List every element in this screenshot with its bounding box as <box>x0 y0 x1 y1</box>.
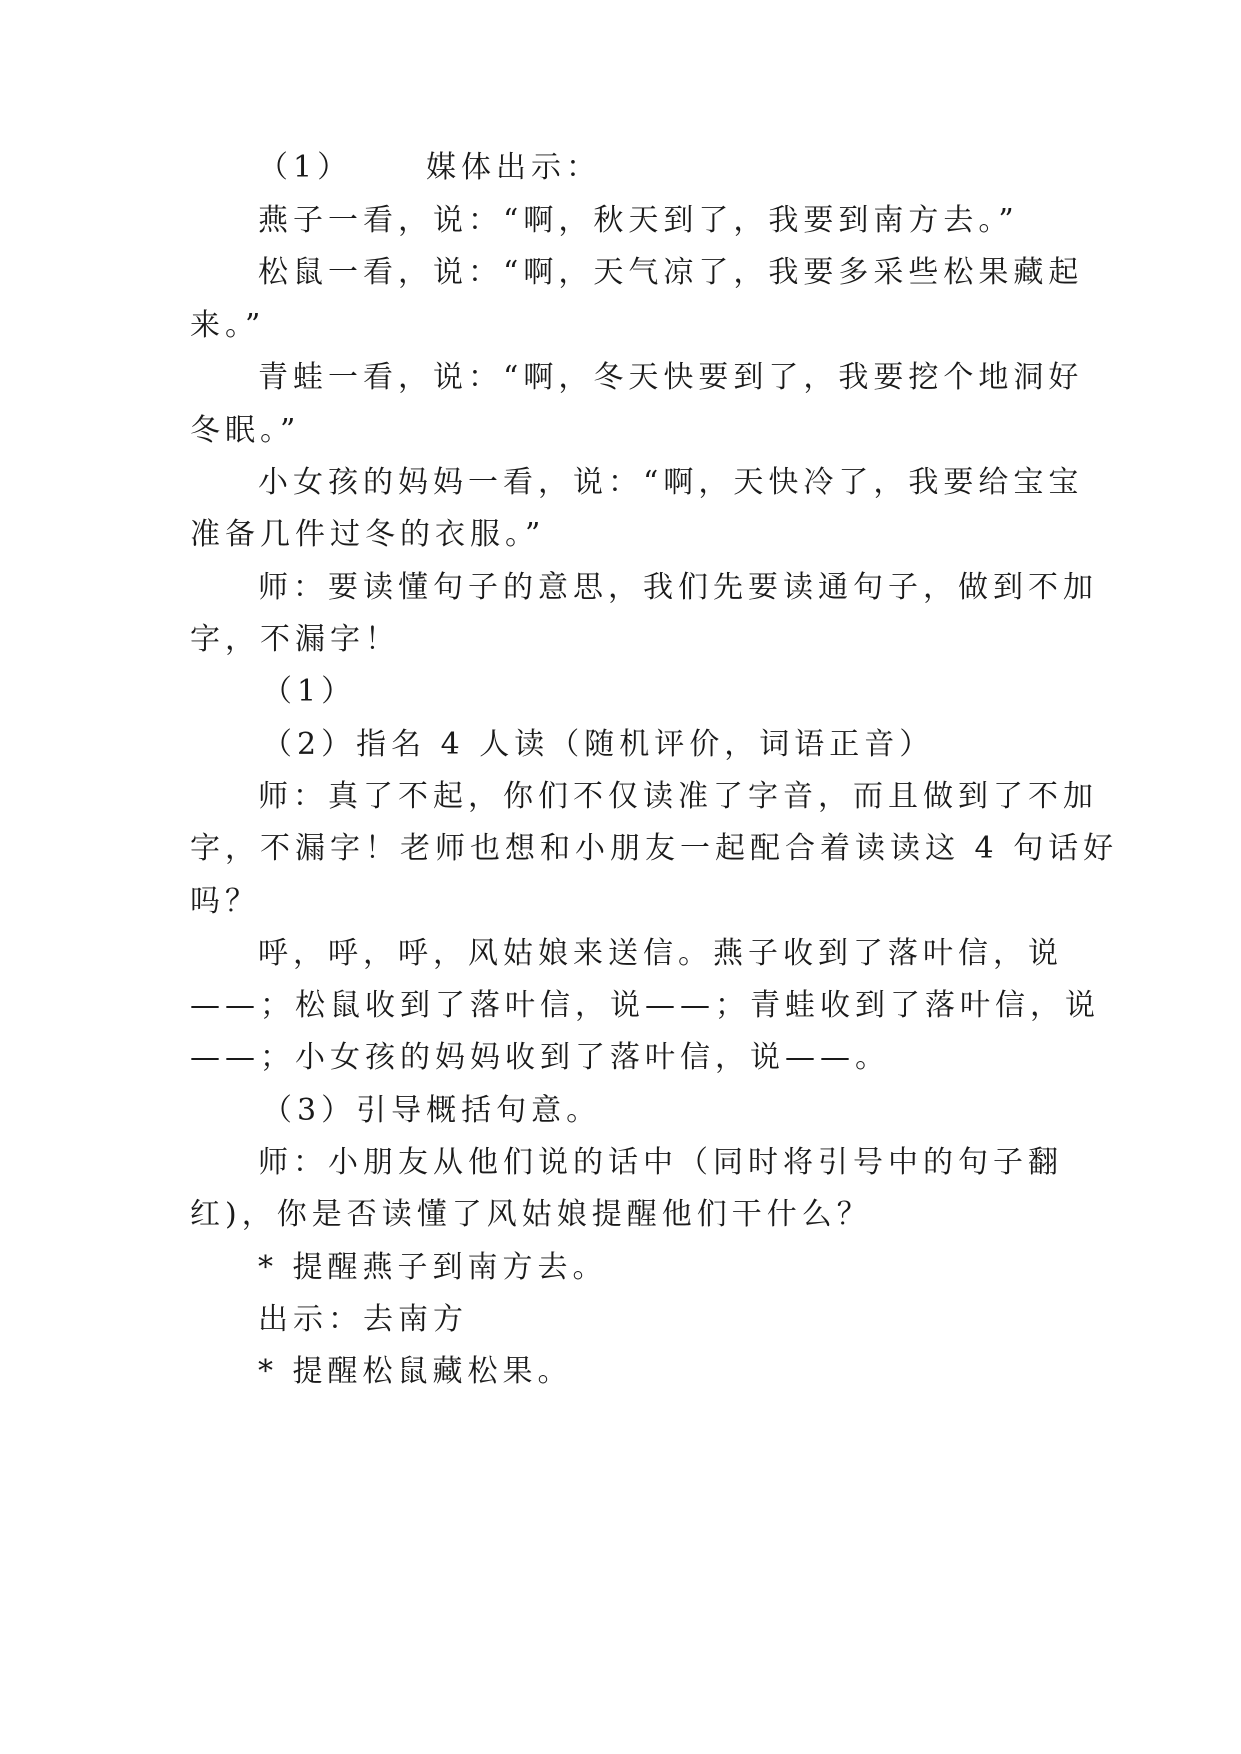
paragraph-line: 字，不漏字！老师也想和小朋友一起配合着读读这 4 句话好 <box>190 831 1119 866</box>
media-display-label: 媒体出示： <box>426 150 601 185</box>
paragraph-line: 吗？ <box>190 884 260 919</box>
paragraph-line: 小女孩的妈妈一看，说：“啊，天快冷了，我要给宝宝 <box>258 465 1084 500</box>
paragraph-line: ——；小女孩的妈妈收到了落叶信，说——。 <box>190 1040 890 1075</box>
paragraph-line: 呼，呼，呼，风姑娘来送信。燕子收到了落叶信，说 <box>258 936 1063 971</box>
step-heading: （2）指名 4 人读（随机评价，词语正音） <box>262 727 935 762</box>
paragraph-line: 师：小朋友从他们说的话中（同时将引号中的句子翻 <box>258 1145 1063 1180</box>
bullet-item: * 提醒松鼠藏松果。 <box>258 1354 573 1389</box>
paragraph-line: 师：要读懂句子的意思，我们先要读通句子，做到不加 <box>258 570 1098 605</box>
step-heading: （3）引导概括句意。 <box>262 1093 602 1128</box>
paragraph-line: ——；松鼠收到了落叶信，说——；青蛙收到了落叶信，说 <box>190 988 1100 1023</box>
paragraph-line: 冬眠。” <box>190 413 301 448</box>
paragraph-line: 来。” <box>190 308 266 343</box>
paragraph-line: 燕子一看，说：“啊，秋天到了，我要到南方去。” <box>258 203 1019 238</box>
paragraph-line: 红)，你是否读懂了风姑娘提醒他们干什么？ <box>190 1197 872 1232</box>
step-heading: （1） <box>262 674 357 709</box>
paragraph-line: 准备几件过冬的衣服。” <box>190 517 546 552</box>
paragraph-line: 师：真了不起，你们不仅读准了字音，而且做到了不加 <box>258 779 1098 814</box>
bullet-item: * 提醒燕子到南方去。 <box>258 1250 608 1285</box>
paragraph-line: 出示：去南方 <box>258 1302 468 1337</box>
step-number: （1） <box>258 150 353 185</box>
paragraph-line: 松鼠一看，说：“啊，天气凉了，我要多采些松果藏起 <box>258 255 1084 290</box>
paragraph-line: 字，不漏字！ <box>190 622 400 657</box>
paragraph-line: 青蛙一看，说：“啊，冬天快要到了，我要挖个地洞好 <box>258 360 1084 395</box>
